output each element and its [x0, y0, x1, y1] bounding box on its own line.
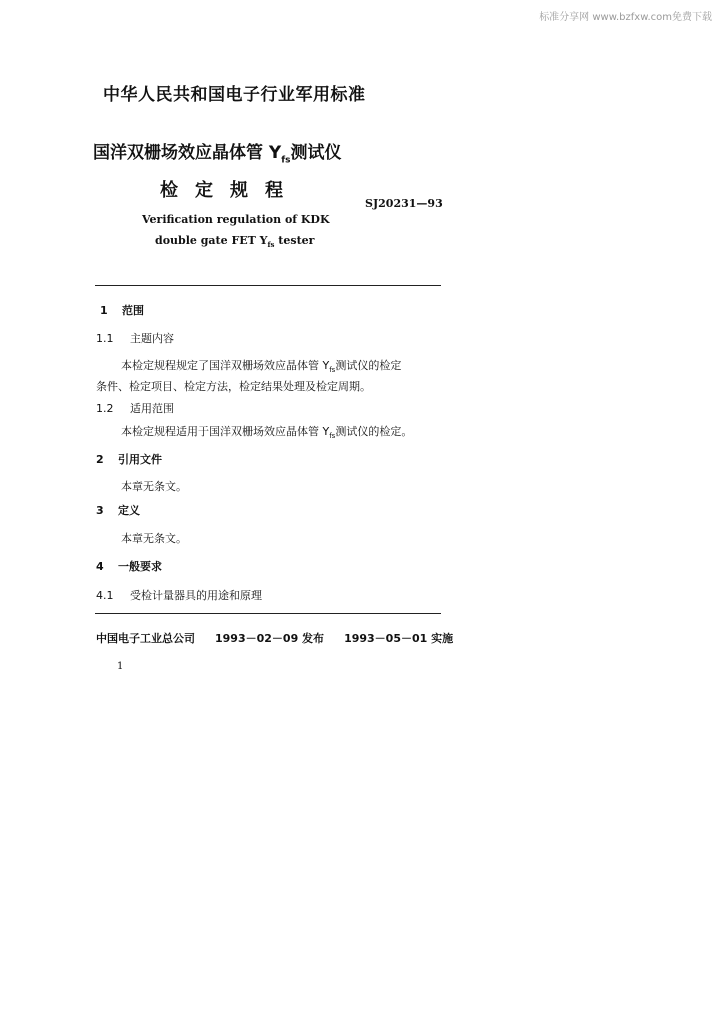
- bottom-divider: [95, 613, 441, 614]
- section-number: 3: [96, 504, 104, 517]
- watermark: 标准分享网 www.bzfxw.com免费下载: [539, 12, 712, 23]
- paragraph-4: 本章无条文。: [121, 532, 187, 545]
- top-divider: [95, 285, 441, 286]
- section-1-1-heading: [96, 330, 174, 346]
- paragraph-2: [121, 423, 412, 440]
- english-title-subscript: fs: [267, 240, 275, 250]
- english-title-text: double gate FET Y: [155, 234, 268, 247]
- page-number: 1: [117, 661, 124, 672]
- section-number: 2: [96, 453, 104, 466]
- section-label: 主题内容: [130, 332, 174, 345]
- paragraph-3: 本章无条文。: [121, 480, 187, 493]
- section-3-heading: [96, 502, 140, 518]
- issue-date: 1993－02－09 发布: [215, 632, 325, 645]
- footer: [96, 630, 473, 646]
- title-text: 国洋双栅场效应晶体管 Y: [93, 143, 282, 163]
- section-label: 引用文件: [118, 453, 162, 466]
- section-4-1-heading: [96, 587, 262, 603]
- section-1-2-heading: [96, 400, 174, 416]
- section-number: 4: [96, 560, 104, 573]
- section-label: 范围: [122, 304, 144, 317]
- title-text-end: 测试仪: [290, 143, 342, 163]
- paragraph-text: 本检定规程规定了国洋双栅场效应晶体管 Y: [121, 359, 330, 372]
- section-label: 定义: [118, 504, 140, 517]
- standard-organization: 中华人民共和国电子行业军用标准: [103, 85, 366, 105]
- section-1-heading: [100, 302, 144, 318]
- paragraph-text: 本检定规程适用于国洋双栅场效应晶体管 Y: [121, 425, 330, 438]
- paragraph-subscript: fs: [329, 432, 336, 441]
- standard-code: SJ20231—93: [365, 197, 443, 210]
- document-subtitle: 检定规程: [160, 180, 300, 201]
- paragraph-text-end: 测试仪的检定: [335, 359, 402, 372]
- paragraph-1-line-1: [121, 357, 401, 374]
- section-4-heading: [96, 558, 162, 574]
- section-number: 1: [100, 304, 108, 317]
- section-number: 1.1: [96, 332, 114, 345]
- document-title: [93, 138, 342, 165]
- issuer: 中国电子工业总公司: [96, 632, 195, 645]
- section-label: 适用范围: [130, 402, 174, 415]
- section-label: 受检计量器具的用途和原理: [130, 589, 262, 602]
- paragraph-subscript: fs: [329, 366, 336, 375]
- english-title-line-2: [155, 234, 314, 249]
- section-number: 1.2: [96, 402, 114, 415]
- paragraph-1-line-2: 条件、检定项目、检定方法，检定结果处理及检定周期。: [96, 380, 371, 393]
- english-title-line-1: Verification regulation of KDK: [142, 213, 330, 226]
- section-number: 4.1: [96, 589, 114, 602]
- section-2-heading: [96, 451, 162, 467]
- effective-date: 1993－05－01 实施: [344, 632, 454, 645]
- english-title-text-end: tester: [274, 234, 315, 247]
- paragraph-text-end: 测试仪的检定。: [335, 425, 413, 438]
- section-label: 一般要求: [118, 560, 162, 573]
- title-subscript: fs: [281, 155, 291, 166]
